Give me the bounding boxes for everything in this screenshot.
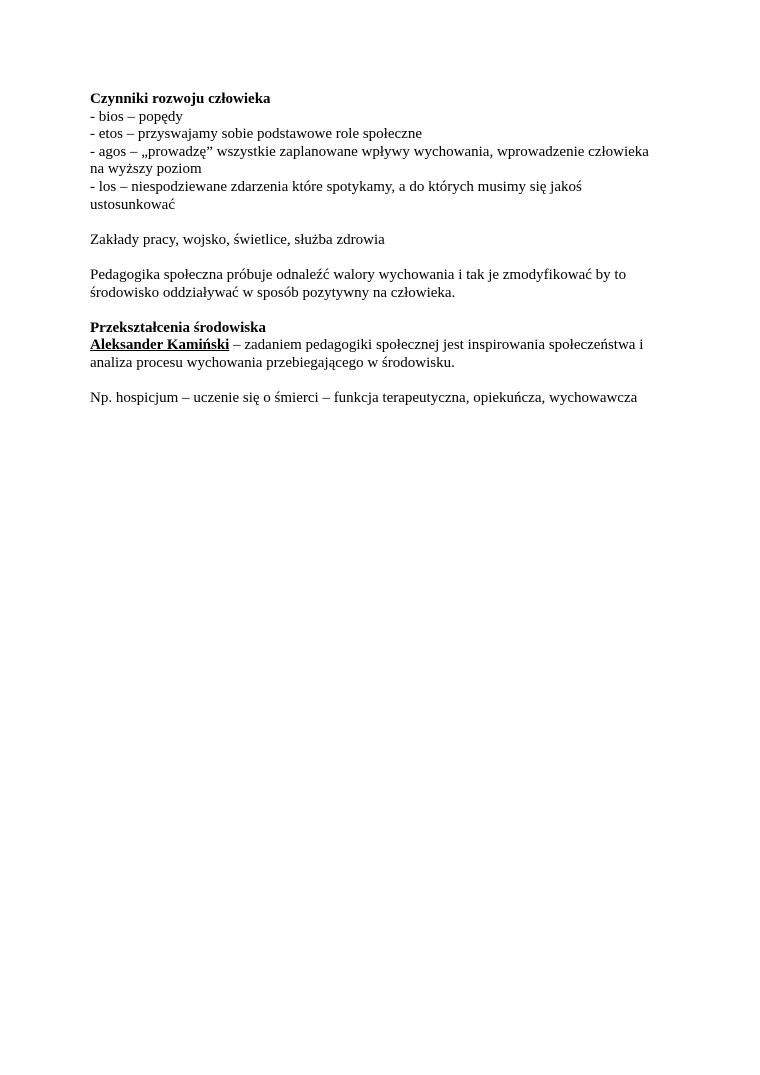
paragraph-kaminski-line-1 <box>90 337 670 355</box>
list-item-agos: - agos – „prowadzę” wszystkie zaplanowane wpływy wychowania, wprowadzenie człowieka <box>90 143 649 160</box>
list-item-los: - los – niespodziewane zdarzenia które spotykamy, a do których musimy się jakoś <box>90 178 582 195</box>
paragraph-pedagogika-line-2: środowisko oddziaływać w sposób pozytywny na człowieka. <box>90 284 456 301</box>
paragraph-pedagogika-line-1: Pedagogika społeczna próbuje odnaleźć walory wychowania i tak je zmodyfikować by to <box>90 266 627 283</box>
paragraph-hospicjum: Np. hospicjum – uczenie się o śmierci – funkcja terapeutyczna, opiekuńcza, wychowawcza <box>90 390 638 407</box>
section-heading-przeksztalcenia: Przekształcenia środowiska <box>90 319 266 336</box>
paragraph-kaminski-text: – zadaniem pedagogiki społecznej jest inspirowania społeczeństwa i <box>229 337 644 354</box>
list-item-los-continued: ustosunkować <box>90 196 175 213</box>
list-item-etos: - etos – przyswajamy sobie podstawowe role społeczne <box>90 126 422 143</box>
author-name: Aleksander Kamiński <box>90 337 230 354</box>
paragraph-kaminski-line-2: analiza procesu wychowania przebiegającego w środowisku. <box>90 354 455 371</box>
paragraph-spacer <box>90 214 670 232</box>
paragraph-zaklady: Zakłady pracy, wojsko, świetlice, służba zdrowia <box>90 231 385 248</box>
section-heading-czynniki: Czynniki rozwoju człowieka <box>90 91 271 107</box>
paragraph-spacer <box>90 373 670 391</box>
list-item-agos-continued: na wyższy poziom <box>90 161 202 178</box>
paragraph-spacer <box>90 302 670 320</box>
document-page <box>90 91 670 408</box>
list-item-bios: - bios – popędy <box>90 108 183 125</box>
paragraph-spacer <box>90 249 670 267</box>
